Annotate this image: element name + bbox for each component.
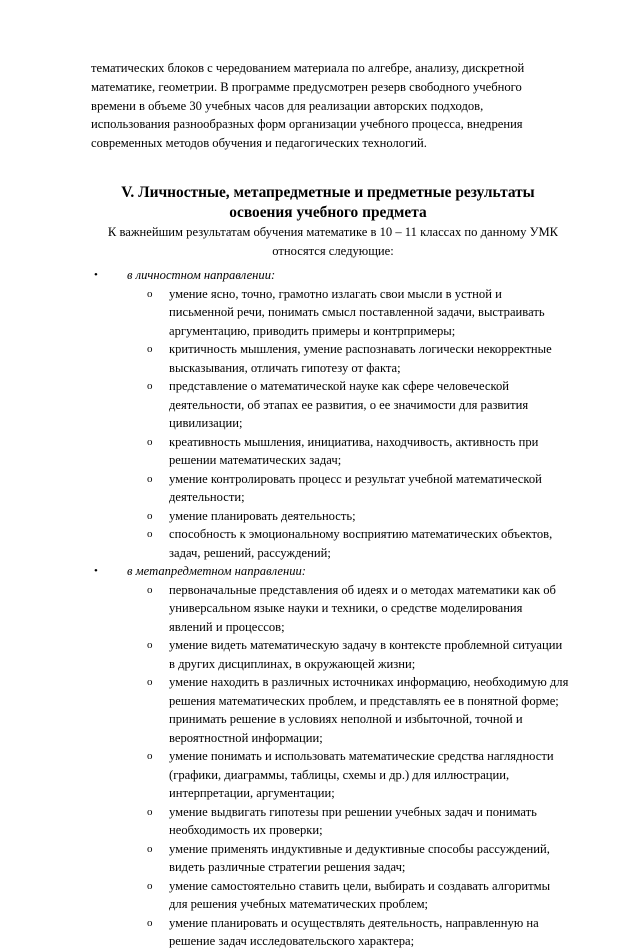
list-item: [0, 285, 569, 341]
list-item-text: умение контролировать процесс и результат учебной математической деятельности;: [169, 471, 542, 504]
section-heading: V. Личностные, метапредметные и предметные результаты освоения учебного предмета: [121, 184, 535, 221]
list-item: [0, 840, 569, 877]
list-item-text: умение самостоятельно ставить цели, выбирать и создавать алгоритмы для решения учебных математических проблем;: [169, 878, 551, 911]
list-item: [0, 914, 569, 951]
list-item-text: умение планировать деятельность;: [169, 508, 356, 523]
lead-paragraph: К важнейшим результатам обучения математике в 10 – 11 классах по данному УМК относятся следующие:: [107, 225, 559, 258]
metasubject-items: [0, 581, 638, 951]
list-item: [0, 340, 569, 377]
list-item-marker: o: [147, 287, 153, 300]
list-item-text: умение видеть математическую задачу в контексте проблемной ситуации в других дисциплинах, в окружающей жизни;: [169, 638, 563, 671]
list-item: [0, 377, 569, 433]
section-personal: [0, 266, 638, 562]
list-item-text: способность к эмоциональному восприятию математических объектов, задач, решений, рассуждений;: [169, 527, 553, 560]
list-item-text: умение находить в различных источниках информацию, необходимую для решения математических проблем, и представлять ее в понятной форме; принимать решение в условиях неполной и избыточной, точной и вероятностной информации;: [169, 675, 569, 745]
list-item-marker: o: [147, 879, 153, 892]
list-item-text: умение выдвигать гипотезы при решении учебных задач и понимать необходимость их проверки;: [169, 804, 537, 837]
section-metasubject-header: [0, 562, 638, 581]
section-metasubject: [0, 562, 638, 951]
list-item-marker: o: [147, 750, 153, 762]
list-item-marker: o: [147, 509, 153, 522]
list-item-text: креативность мышления, инициатива, находчивость, активность при решении математических задач;: [169, 434, 539, 467]
list-item: [0, 507, 569, 526]
list-item: [0, 877, 569, 914]
intro-paragraph: тематических блоков с чередованием материала по алгебре, анализу, дискретной математике, геометрии. В программе предусмотрен резерв свободного учебного времени в объеме 30 учебных часов для реализации авторских подходов, использования разнообразных форм организации учебного процесса, внедрения современных методов обучения и педагогических технологий.: [91, 61, 525, 151]
list-item-marker: o: [147, 639, 153, 651]
list-item-text: умение применять индуктивные и дедуктивные способы рассуждений, видеть различные стратегии решения задач;: [169, 841, 550, 874]
list-item-text: умение понимать и использовать математические средства наглядности (графики, диаграммы, таблицы, схемы и др.) для иллюстрации, интерпретации, аргументации;: [169, 749, 554, 800]
list-item-marker: o: [147, 583, 153, 596]
section-personal-header: [0, 266, 638, 285]
list-item-text: умение ясно, точно, грамотно излагать свои мысли в устной и письменной речи, понимать смысл поставленной задачи, выстраивать аргументацию, приводить примеры и контрпримеры;: [169, 286, 545, 338]
list-item: [0, 470, 569, 507]
list-item-text: представление о математической науке как сфере человеческой деятельности, об этапах ее развития, о ее значимости для развития цивилизации;: [169, 379, 529, 430]
personal-items: [0, 285, 638, 563]
list-item-marker: o: [147, 916, 153, 929]
list-item: [0, 747, 569, 803]
list-item: [0, 673, 569, 747]
list-item: [0, 803, 569, 840]
list-item: [0, 581, 569, 637]
list-item-text: умение планировать и осуществлять деятельность, направленную на решение задач исследовательского характера;: [169, 915, 539, 948]
list-item-text: критичность мышления, умение распознавать логически некорректные высказывания, отличать гипотезу от факта;: [169, 342, 552, 375]
results-list: [0, 266, 638, 951]
section-metasubject-label: в метапредметном направлении:: [127, 564, 306, 578]
list-item: [0, 433, 569, 470]
list-item: [0, 636, 569, 673]
section-personal-label: в личностном направлении:: [127, 268, 276, 282]
list-item-marker: o: [147, 805, 153, 818]
list-item-marker: o: [147, 528, 153, 540]
list-item-text: первоначальные представления об идеях и о методах математики как об универсальном языке науки и техники, о средстве моделирования явлений и процессов;: [169, 582, 556, 634]
list-item-marker: o: [147, 435, 153, 448]
list-item: [0, 525, 569, 562]
bullet-marker: •: [94, 565, 98, 577]
list-item-marker: o: [147, 380, 153, 392]
list-item-marker: o: [147, 343, 153, 355]
list-item-marker: o: [147, 472, 153, 485]
bullet-marker: •: [94, 269, 98, 281]
list-item-marker: o: [147, 676, 153, 688]
list-item-marker: o: [147, 842, 153, 855]
